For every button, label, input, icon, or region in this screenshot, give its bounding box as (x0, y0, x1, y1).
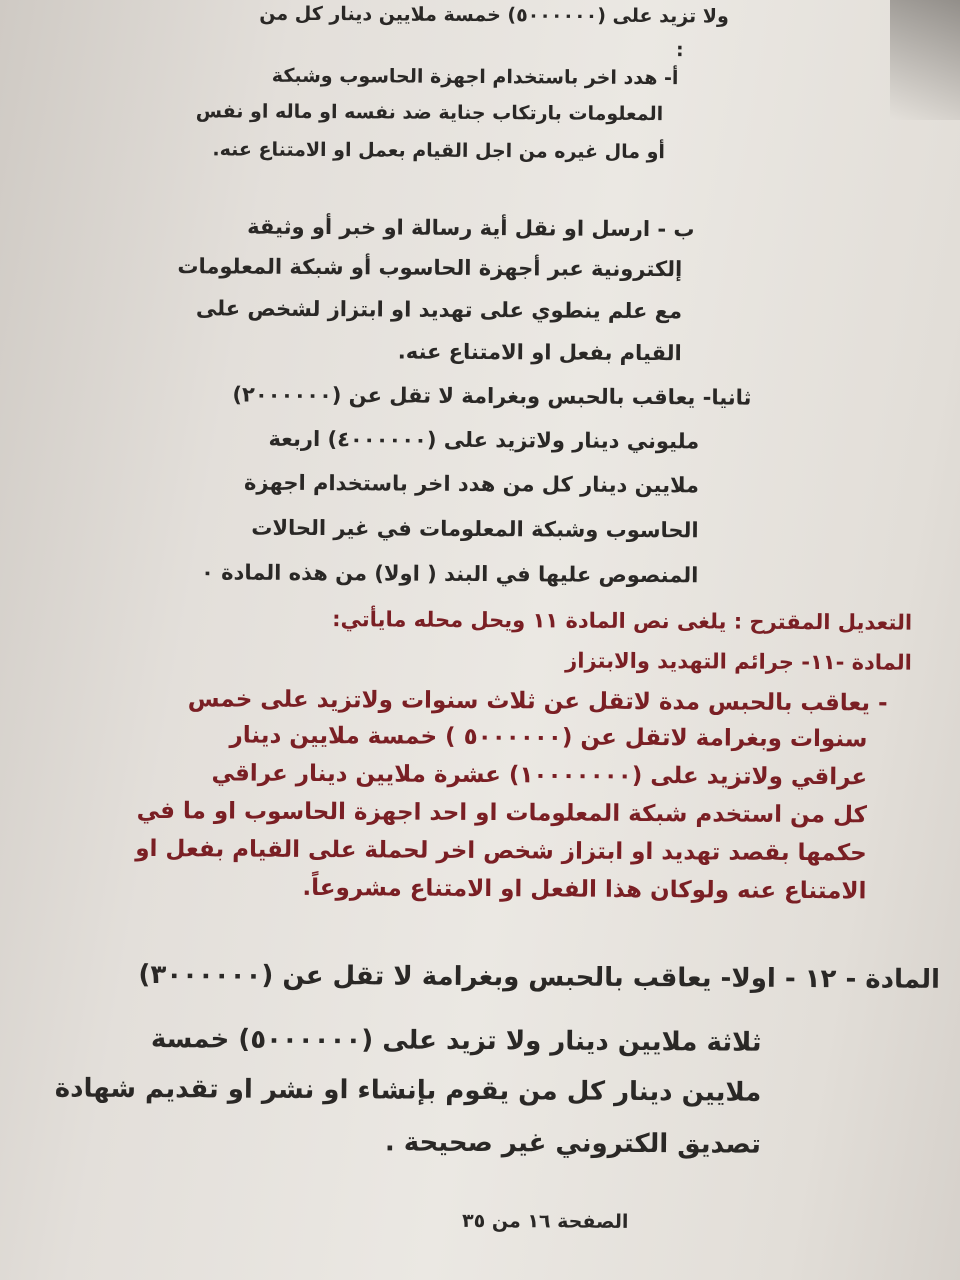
text-line: ملايين دينار كل من هدد اخر باستخدام اجهزة (243, 470, 700, 498)
amendment-line: عراقي ولاتزيد على (١٠٠٠٠٠٠٠) عشرة ملايين دينار عراقي (211, 760, 868, 791)
article12-line: تصديق الكتروني غير صحيحة . (384, 1127, 762, 1160)
text-line: مع علم ينطوي على تهديد او ابتزاز لشخص على (195, 296, 683, 324)
text-line: أ- هدد اخر باستخدام اجهزة الحاسوب وشبكة (271, 64, 679, 90)
amendment-article-title: المادة -١١- جرائم التهديد والابتزاز (565, 648, 912, 675)
text-line: ثانيا- يعاقب بالحبس وبغرامة لا تقل عن (٢٠٠٠٠٠٠) (232, 382, 752, 410)
amendment-line: كل من استخدم شبكة المعلومات او احد اجهزة الحاسوب او ما في (136, 797, 868, 829)
text-line: ولا تزيد على (٥٠٠٠٠٠٠) خمسة ملايين دينار كل من (259, 2, 729, 28)
text-line: مليوني دينار ولاتزيد على (٤٠٠٠٠٠٠) اربعة (268, 426, 700, 454)
text-line: الحاسوب وشبكة المعلومات في غير الحالات (251, 515, 699, 543)
amendment-line: سنوات وبغرامة لاتقل عن (٥٠٠٠٠٠٠ ) خمسة ملايين دينار (229, 722, 868, 753)
text-line: أو مال غيره من اجل القيام بعمل او الامتناع عنه. (212, 138, 666, 164)
text-line: المنصوص عليها في البند ( اولا) من هذه المادة ٠ (200, 560, 699, 588)
text-line: ب - ارسل او نقل أية رسالة او خبر أو وثيقة (247, 214, 695, 242)
article12-line: ثلاثة ملايين دينار ولا تزيد على (٥٠٠٠٠٠٠) خمسة (150, 1023, 762, 1058)
amendment-line: حكمها بقصد تهديد او ابتزاز شخص اخر لحملة على القيام بفعل او (135, 835, 867, 867)
amendment-heading: التعديل المقترح : يلغى نص المادة ١١ ويحل محله مايأتي: (332, 607, 913, 635)
article12-line: المادة - ١٢ - اولا- يعاقب بالحبس وبغرامة لا تقل عن (٣٠٠٠٠٠٠) (138, 959, 941, 995)
text-line: إلكترونية عبر أجهزة الحاسوب أو شبكة المعلومات (177, 254, 683, 282)
text-line: المعلومات بارتكاب جناية ضد نفسه او ماله او نفس (195, 100, 664, 126)
amendment-line: - يعاقب بالحبس مدة لاتقل عن ثلاث سنوات ولاتزيد على خمس (187, 686, 888, 717)
text-line: : (675, 39, 684, 62)
article12-line: ملايين دينار كل من يقوم بإنشاء او نشر او تقديم شهادة (54, 1073, 762, 1108)
amendment-line: الامتناع عنه ولوكان هذا الفعل او الامتناع مشروعاً. (302, 874, 867, 905)
text-line: القيام بفعل او الامتناع عنه. (397, 339, 682, 366)
page-number: الصفحة ١٦ من ٣٥ (462, 1209, 629, 1233)
